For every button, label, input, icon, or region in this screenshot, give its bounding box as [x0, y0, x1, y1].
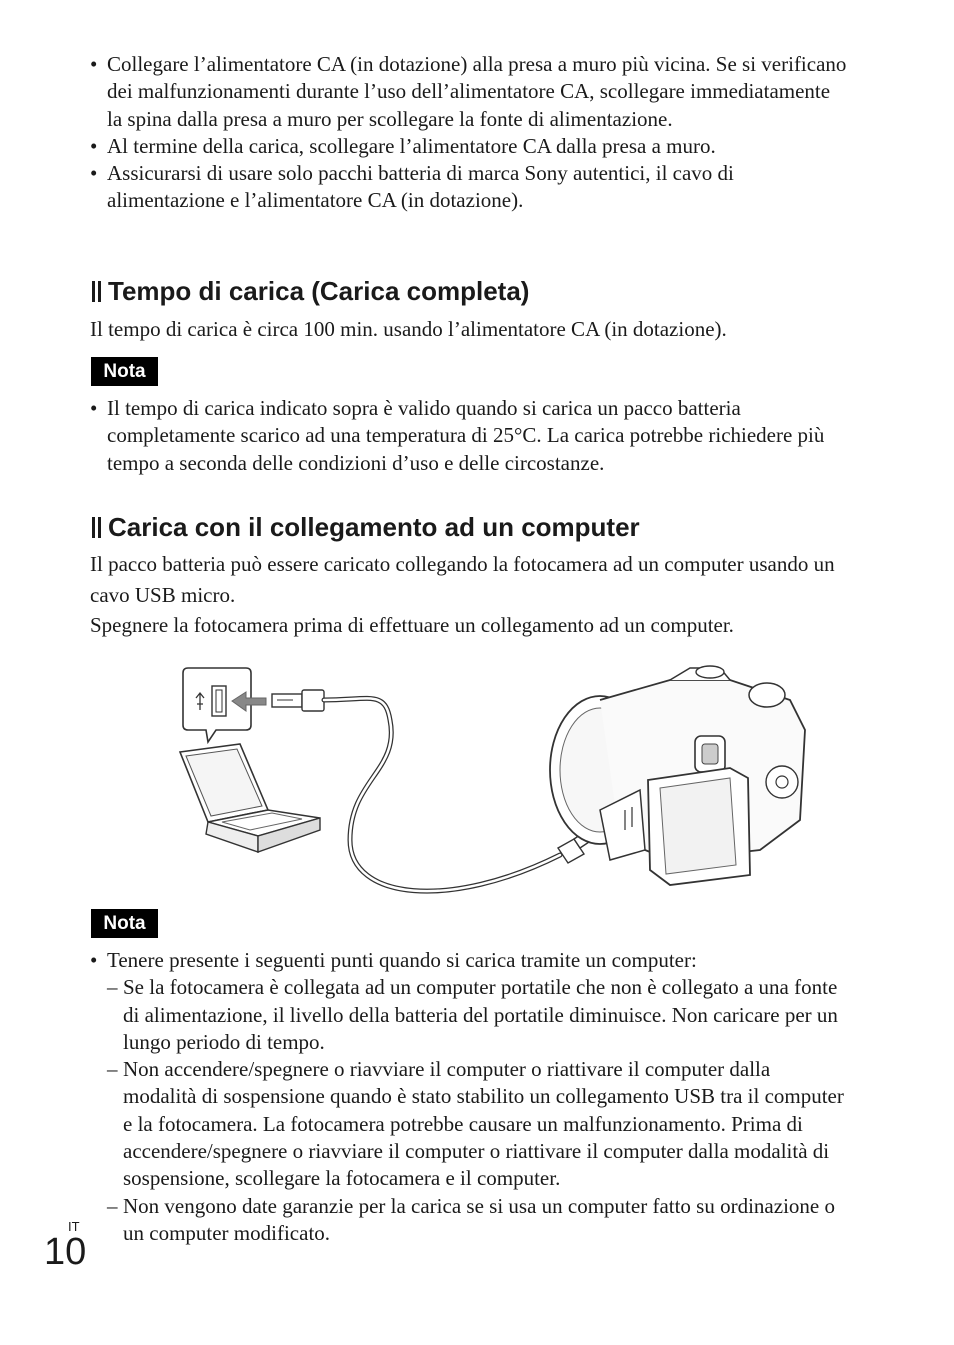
nota-intro-text: Tenere presente i seguenti punti quando si carica tramite un computer:	[107, 948, 697, 972]
camera-illustration	[550, 666, 805, 885]
section-heading-text: Carica con il collegamento ad un computer	[108, 512, 640, 542]
nota-list	[90, 395, 850, 477]
page-language-code: IT	[68, 1219, 80, 1234]
usb-cable	[324, 698, 560, 891]
section-marker-icon	[92, 517, 101, 538]
sub-note-item: – Se la fotocamera è collegata ad un computer portatile che non è collegato a una fonte di alimentazione, il livello della batteria del portatile diminuisce. Non caricare per un lungo periodo di tempo.	[107, 974, 845, 1056]
sub-note-list	[107, 974, 845, 1247]
bullet-item: • Assicurarsi di usare solo pacchi batteria di marca Sony autentici, il cavo di alimentazione e l’alimentatore CA (in dotazione).	[90, 160, 850, 215]
sub-note-item: – Non accendere/spegnere o riavviare il computer o riattivare il computer dalla modalità di sospensione quando è stato stabilito un collegamento USB tra il computer e la fotocamera. La fotocamera potrebbe causare un malfunzionamento. Prima di accendere/spegnere o riavviare il computer o riattivare il computer dalla modalità di sospensione, scollegare la fotocamera e il computer.	[107, 1056, 845, 1192]
nota-label: Nota	[91, 357, 158, 386]
nota-label: Nota	[91, 909, 158, 938]
section-heading-charge-time	[92, 276, 529, 306]
nota-item	[90, 947, 845, 1247]
top-bullet-list	[90, 51, 850, 215]
section-marker-icon	[92, 281, 101, 302]
page-number: 10	[44, 1231, 87, 1273]
power-off-instruction: Spegnere la fotocamera prima di effettuare un collegamento ad un computer.	[90, 613, 734, 637]
computer-charge-para: Il pacco batteria può essere caricato collegando la fotocamera ad un computer usando un cavo USB micro.	[90, 552, 835, 607]
computer-nota-list	[90, 947, 845, 1247]
usb-a-plug	[272, 690, 324, 711]
bullet-item: • Al termine della carica, scollegare l’alimentatore CA dalla presa a muro.	[90, 133, 850, 160]
section-heading-text: Tempo di carica (Carica completa)	[108, 276, 530, 306]
section-heading-computer-charge	[92, 512, 640, 542]
nota-item: • Il tempo di carica indicato sopra è valido quando si carica un pacco batteria completamente scarico ad una temperatura di 25°C. La carica potrebbe richiedere più tempo a seconda delle condizioni d’uso e delle circostanze.	[90, 395, 850, 477]
laptop-illustration	[180, 744, 320, 852]
usb-connection-illustration	[170, 660, 815, 905]
charge-time-text: Il tempo di carica è circa 100 min. usando l’alimentatore CA (in dotazione).	[90, 317, 727, 341]
sub-note-item: – Non vengono date garanzie per la carica se si usa un computer fatto su ordinazione o un computer modificato.	[107, 1193, 845, 1248]
bullet-item: • Collegare l’alimentatore CA (in dotazione) alla presa a muro più vicina. Se si verificano dei malfunzionamenti durante l’uso dell’alimentatore CA, scollegare immediatamente la spina dalla presa a muro per scollegare la fonte di alimentazione.	[90, 51, 850, 133]
